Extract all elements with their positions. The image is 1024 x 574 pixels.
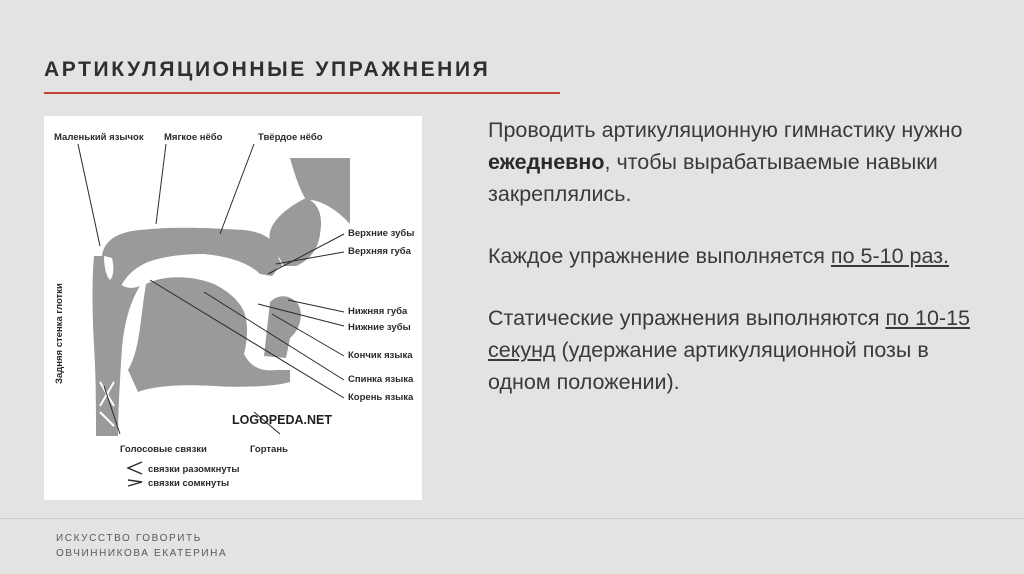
p3-text-end: (удержание артикуляционной позы в одном положении).	[488, 338, 929, 394]
vocal-cords-label: Голосовые связки	[120, 444, 207, 455]
pharynx-wall-label: Задняя стенка глотки	[54, 283, 65, 384]
vocal-tract-shape	[93, 158, 351, 436]
paragraph-static	[488, 302, 978, 398]
p2-underlined-count: по 5-10 раз.	[830, 244, 950, 268]
upper-teeth-label: Верхние зубы	[348, 228, 415, 239]
open-cords-label: связки разомкнуты	[148, 464, 240, 475]
small-uvula-label: Маленький язычок	[54, 132, 144, 143]
lower-teeth-label: Нижние зубы	[348, 322, 411, 333]
p1-bold-daily: ежедневно	[488, 150, 605, 174]
tongue-back-label: Спинка языка	[348, 374, 414, 385]
p2-text-start: Каждое упражнение выполняется	[488, 244, 831, 268]
lower-lip-label: Нижняя губа	[348, 306, 408, 317]
articulation-diagram-svg	[44, 116, 422, 500]
paragraph-daily	[488, 114, 978, 210]
footer	[56, 531, 227, 561]
open-cords-symbol	[128, 462, 142, 474]
title-underline	[44, 92, 560, 94]
footer-line-1: ИСКУССТВО ГОВОРИТЬ	[56, 533, 202, 544]
articulation-diagram	[44, 116, 422, 500]
upper-lip-label: Верхняя губа	[348, 246, 411, 257]
text-content	[488, 114, 978, 428]
closed-cords-label: связки сомкнуты	[148, 478, 230, 489]
larynx-label: Гортань	[250, 444, 288, 455]
p1-text-start: Проводить артикуляционную гимнастику нужно	[488, 118, 963, 142]
p3-text-start: Статические упражнения выполняются	[488, 306, 886, 330]
footer-divider	[0, 518, 1024, 519]
hard-palate-label: Твёрдое нёбо	[258, 132, 323, 143]
watermark: LOGOPEDA.NET	[232, 413, 333, 427]
tongue-tip-label: Кончик языка	[348, 350, 413, 361]
tongue-root-label: Корень языка	[348, 392, 414, 403]
paragraph-repetitions	[488, 240, 978, 272]
footer-line-2: ОВЧИННИКОВА ЕКАТЕРИНА	[56, 548, 228, 559]
closed-cords-symbol	[128, 480, 142, 486]
soft-palate-label: Мягкое нёбо	[164, 132, 223, 143]
p3-underlined-duration: по 10-15 секунд	[488, 306, 970, 362]
p1-text-end: , чтобы вырабатываемые навыки закреплялись.	[488, 150, 938, 206]
slide-title: АРТИКУЛЯЦИОННЫЕ УПРАЖНЕНИЯ	[44, 58, 491, 81]
